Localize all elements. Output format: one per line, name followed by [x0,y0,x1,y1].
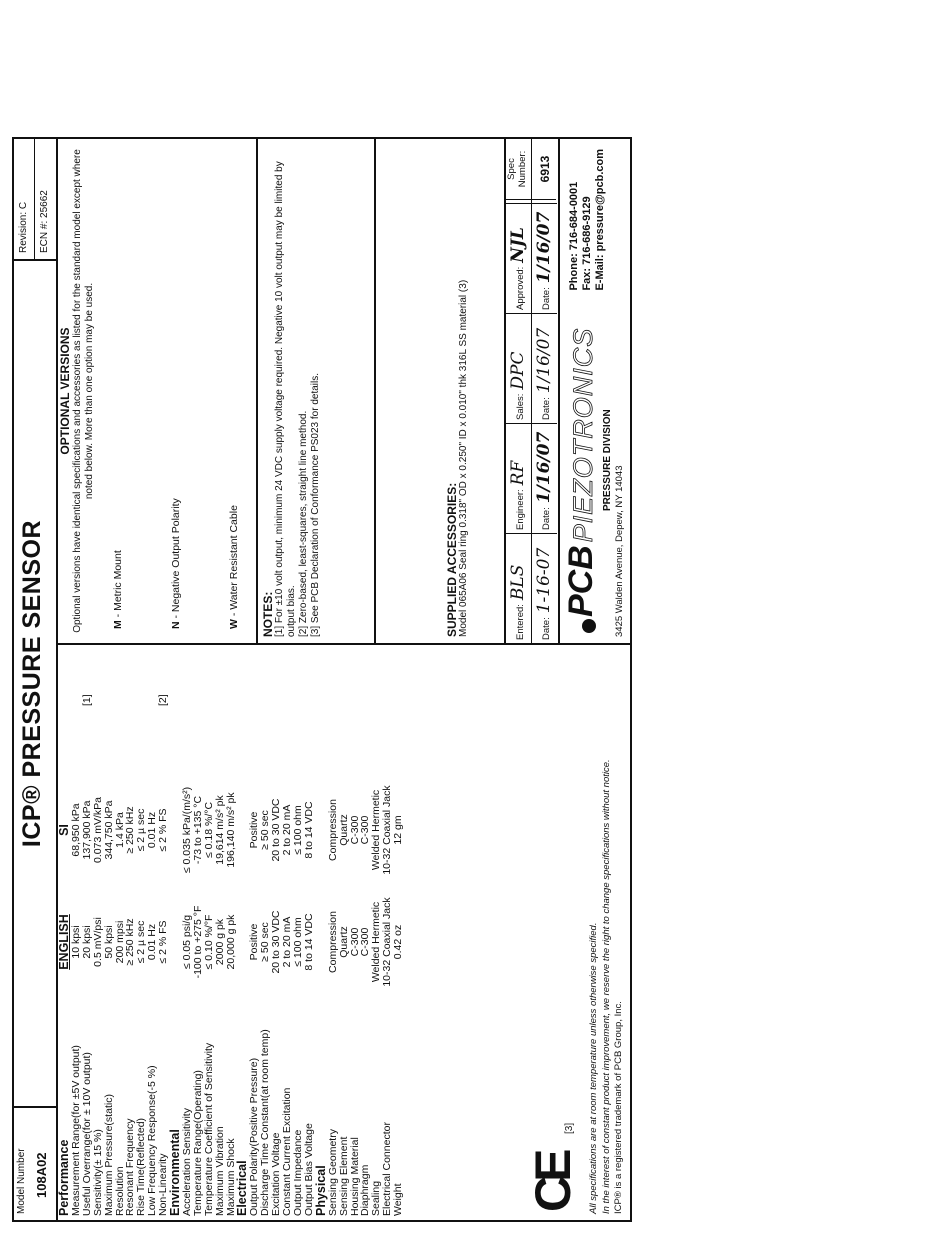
spec-name: Output Bias Voltage [302,1123,315,1216]
spec-footnote: [2] [157,694,170,706]
spec-english-value: 0.01 Hz [146,923,159,961]
spec-english-value: 20 to 30 VDC [270,910,283,974]
spec-english-value: ≤ 2 µ sec [135,920,148,964]
spec-name: Resonant Frequency [124,1118,137,1216]
spec-name: Output Impedance [292,1129,305,1216]
company-logo [562,327,613,633]
spec-english-value: 10 kpsi [70,925,82,959]
spec-table [56,643,630,1220]
model-label: Model Number [16,1148,27,1214]
option-item [112,550,124,629]
spec-si-value: 19,614 m/s² pk [213,795,226,865]
sales-label: Sales: [515,393,526,420]
spec-si-value: Quartz [337,814,350,846]
date-signature: 1/16/07 [534,211,554,284]
spec-name: Measurement Range(for ±5V output) [70,1045,82,1216]
header [14,139,58,1220]
approved-cell [506,203,531,313]
spec-name: Diaphragm [359,1164,372,1216]
section-title: Physical [313,1165,328,1216]
spec-english-value: 0.5 mV/psi [91,917,104,967]
spec-name: Maximum Pressure(static) [102,1094,115,1216]
spec-name: Non-Linearity [157,1153,170,1216]
notes [258,139,376,643]
fax: Fax: 716-686-9129 [581,196,593,291]
spec-si-value: ≤ 0.035 kPa/(m/s²) [181,786,194,874]
option-item [170,498,182,629]
footer-line: In the interest of constant product improvement, we reserve the right to change specifications without notice. [600,759,612,1214]
optional-title: OPTIONAL VERSIONS [58,327,72,455]
spec-english-value: ≤ 100 ohm [292,917,305,967]
spec-english-value: 10-32 Coaxial Jack [381,897,394,987]
spec-name: Resolution [113,1166,126,1216]
spec-name: Temperature Range(Operating) [191,1070,204,1216]
spec-english-value: ≥ 50 sec [259,922,272,962]
spec-name: Electrical Connector [381,1122,394,1216]
logo-pcb: PCB [562,545,600,617]
spec-si-value: 344,750 kPa [102,800,115,860]
email: E-Mail: pressure@pcb.com [594,149,606,291]
sales-cell [506,313,531,423]
date-cell [532,203,557,313]
accessories-title: SUPPLIED ACCESSORIES: [445,482,459,637]
engineer-signature: RF [508,460,528,486]
date-signature: 1-16-07 [534,547,554,614]
spec-row [104,646,115,1216]
spec-number: 6913 [538,155,552,183]
spec-english-value: Quartz [337,926,350,958]
spec-si-value: Compression [326,799,339,861]
signoff-dates-row [532,139,557,643]
date-label: Date: [541,287,552,310]
spec-english-value: 200 mpsi [113,920,126,964]
page-title: ICP® PRESSURE SENSOR [18,519,46,848]
spec-si-value: 137,900 kPa [80,800,93,860]
spec-english-value: -100 to +275 °F [191,905,204,979]
spec-name: Housing Material [348,1137,361,1216]
optional-versions [56,139,258,643]
signoff-names-row [506,139,532,643]
note-item: [2] Zero-based, least-squares, straight line method. [298,410,309,637]
revision: Revision: C [14,139,35,259]
spec-english-value: ≤ 0.10 %/°F [202,914,215,970]
division-name: PRESSURE DIVISION [602,409,613,511]
date-signature: 1/16/07 [534,327,554,394]
footer-line: All specifications are at room temperature unless otherwise specified. [588,922,599,1214]
spec-row [226,646,237,1216]
spec-name: Low Frequency Response(-5 %) [146,1065,159,1216]
spec-english-value: 50 kpsi [102,925,115,959]
entered-label: Entered: [515,604,526,640]
date-label: Date: [541,507,552,530]
spec-si-value: 1.4 kPa [113,812,126,848]
spec-name: Sealing [370,1180,383,1216]
engineer-label: Engineer: [515,489,526,530]
section-title: Environmental [168,1129,183,1216]
option-item [228,505,240,629]
spec-english-value: 8 to 14 VDC [302,913,315,971]
ce-note: [3] [564,1122,575,1134]
spec-name: Sensitivity(± 15 %) [91,1129,104,1216]
spec-name: Maximum Shock [224,1138,237,1216]
note-item: [3] See PCB Declaration of Conformance PS023 for details. [310,372,321,637]
spec-english-value: ≥ 250 kHz [124,918,137,966]
spec-si-value: C-300 [359,815,372,845]
spec-english-value: ≤ 0.05 psi/g [181,914,194,970]
entered-signature: BLS [508,564,528,601]
date-cell [532,533,557,643]
note-item: [1] For ±10 volt output, minimum 24 VDC supply voltage required. Negative 10 volt output may be limited by output bias. [274,161,297,637]
option-text: - Negative Output Polarity [170,498,182,622]
spec-si-value: 68,950 kPa [70,803,82,857]
option-code: M [112,620,124,629]
option-code: W [228,619,240,629]
spec-si-value: C-300 [348,815,361,845]
revision-box [14,139,56,261]
english-column-header: ENGLISH [57,914,71,970]
spec-row [339,646,350,1216]
spec-name: Maximum Vibration [213,1126,226,1216]
spec-name: Rise Time(Reflected) [135,1117,148,1216]
spec-si-value: -73 to +135 °C [191,795,204,865]
si-column-header: SI [57,824,71,836]
spec-name: Sensing Geometry [326,1129,339,1216]
spec-english-value: 20 kpsi [80,925,93,959]
spec-si-value: 0.01 Hz [146,811,159,849]
spec-si-value: 20 to 30 VDC [270,798,283,862]
optional-intro: Optional versions have identical specifications and accessories as listed for the standard model except where noted below. More than one option may be used. [72,149,95,633]
date-cell [532,313,557,423]
option-code: N [170,621,182,629]
spec-row [393,646,404,1216]
accessories-text: Model 065A06 Seal ring 0.318" OD x 0.250" ID x 0.010" thk 316L SS material (3) [458,279,469,637]
phone: Phone: 716-684-0001 [568,181,580,291]
footer-line: ICP® is a registered trademark of PCB Group, Inc. [613,1001,624,1214]
approved-label: Approved: [515,266,526,310]
contact-info [568,149,607,291]
model-number: 108A02 [34,1152,49,1198]
spec-row [215,646,226,1216]
entered-cell [506,533,531,643]
spec-si-value: ≥ 250 kHz [124,806,137,854]
spec-name: Sensing Element [337,1136,350,1216]
spec-si-value: ≥ 50 sec [259,810,272,850]
model-box [14,1106,56,1220]
spec-name: Temperature Coefficient of Sensitivity [202,1042,215,1216]
spec-name: Output Polarity(Positive Pressure) [248,1057,261,1216]
supplied-accessories [378,139,504,643]
section-title: Performance [57,1139,71,1216]
spec-si-value: 2 to 20 mA [281,804,294,856]
spec-sheet [12,137,632,1222]
spec-english-value: C-300 [359,927,372,957]
spec-name: Discharge Time Constant(at room temp) [259,1029,272,1216]
spec-english-value: 2 to 20 mA [281,916,294,968]
spec-si-value: Positive [248,811,261,849]
spec-si-value: Welded Hermetic [370,789,383,871]
option-text: - Metric Mount [112,550,124,621]
spec-english-value: ≤ 2 % FS [157,920,170,964]
spec-name: Acceleration Sensitivity [181,1108,194,1216]
sales-signature: DPC [508,351,528,390]
spec-english-value: 20,000 g pk [224,914,237,970]
spec-si-value: 10-32 Coaxial Jack [381,785,394,875]
spec-name: Excitation Voltage [270,1132,283,1216]
logo-piezotronics: PIEZOTRONICS [568,327,598,543]
spec-english-value: 2000 g pk [213,918,226,966]
date-label: Date: [541,617,552,640]
spec-si-value: 12 gm [392,815,405,845]
company-address: 3425 Walden Avenue, Depew, NY 14043 [614,465,625,637]
notes-title: NOTES: [261,591,275,637]
spec-name: Useful Overrange(for ± 10V output) [80,1052,93,1216]
spec-rows [58,646,404,1216]
spec-english-value: Welded Hermetic [370,901,383,983]
spec-name: Weight [392,1183,405,1216]
spec-si-value: ≤ 0.18 %/°C [202,801,215,859]
option-text: - Water Resistant Cable [228,505,240,620]
approved-signature: NJL [508,227,528,263]
spec-label: Spec Number: [506,150,528,188]
engineer-cell [506,423,531,533]
right-panel [56,139,630,643]
ecn-number: ECN #: 25662 [39,190,50,253]
spec-english-value: Positive [248,923,261,961]
spec-english-value: Compression [326,911,339,973]
date-label: Date: [541,397,552,420]
spec-si-value: 0.073 mV/kPa [91,797,104,863]
signoff-block [504,139,560,643]
spec-number-box [506,139,556,200]
section-heading-row [315,646,328,1216]
ce-mark: CE [525,1154,581,1212]
spec-si-value: 8 to 14 VDC [302,801,315,859]
spec-footnote: [1] [80,694,93,706]
footer-notes [588,759,626,1214]
date-cell [532,423,557,533]
spec-si-value: ≤ 100 ohm [292,805,305,855]
spec-si-value: 196,140 m/s² pk [224,792,237,868]
spec-english-value: C-300 [348,927,361,957]
spec-row [304,646,315,1216]
logo-mark-icon [582,619,596,633]
spec-english-value: 0.42 oz [392,924,405,960]
spec-si-value: ≤ 2 µ sec [135,808,148,852]
spec-si-value: ≤ 2 % FS [157,808,170,852]
date-signature: 1/16/07 [534,431,554,504]
spec-name: Constant Current Excitation [281,1087,294,1216]
section-title: Electrical [235,1160,250,1216]
